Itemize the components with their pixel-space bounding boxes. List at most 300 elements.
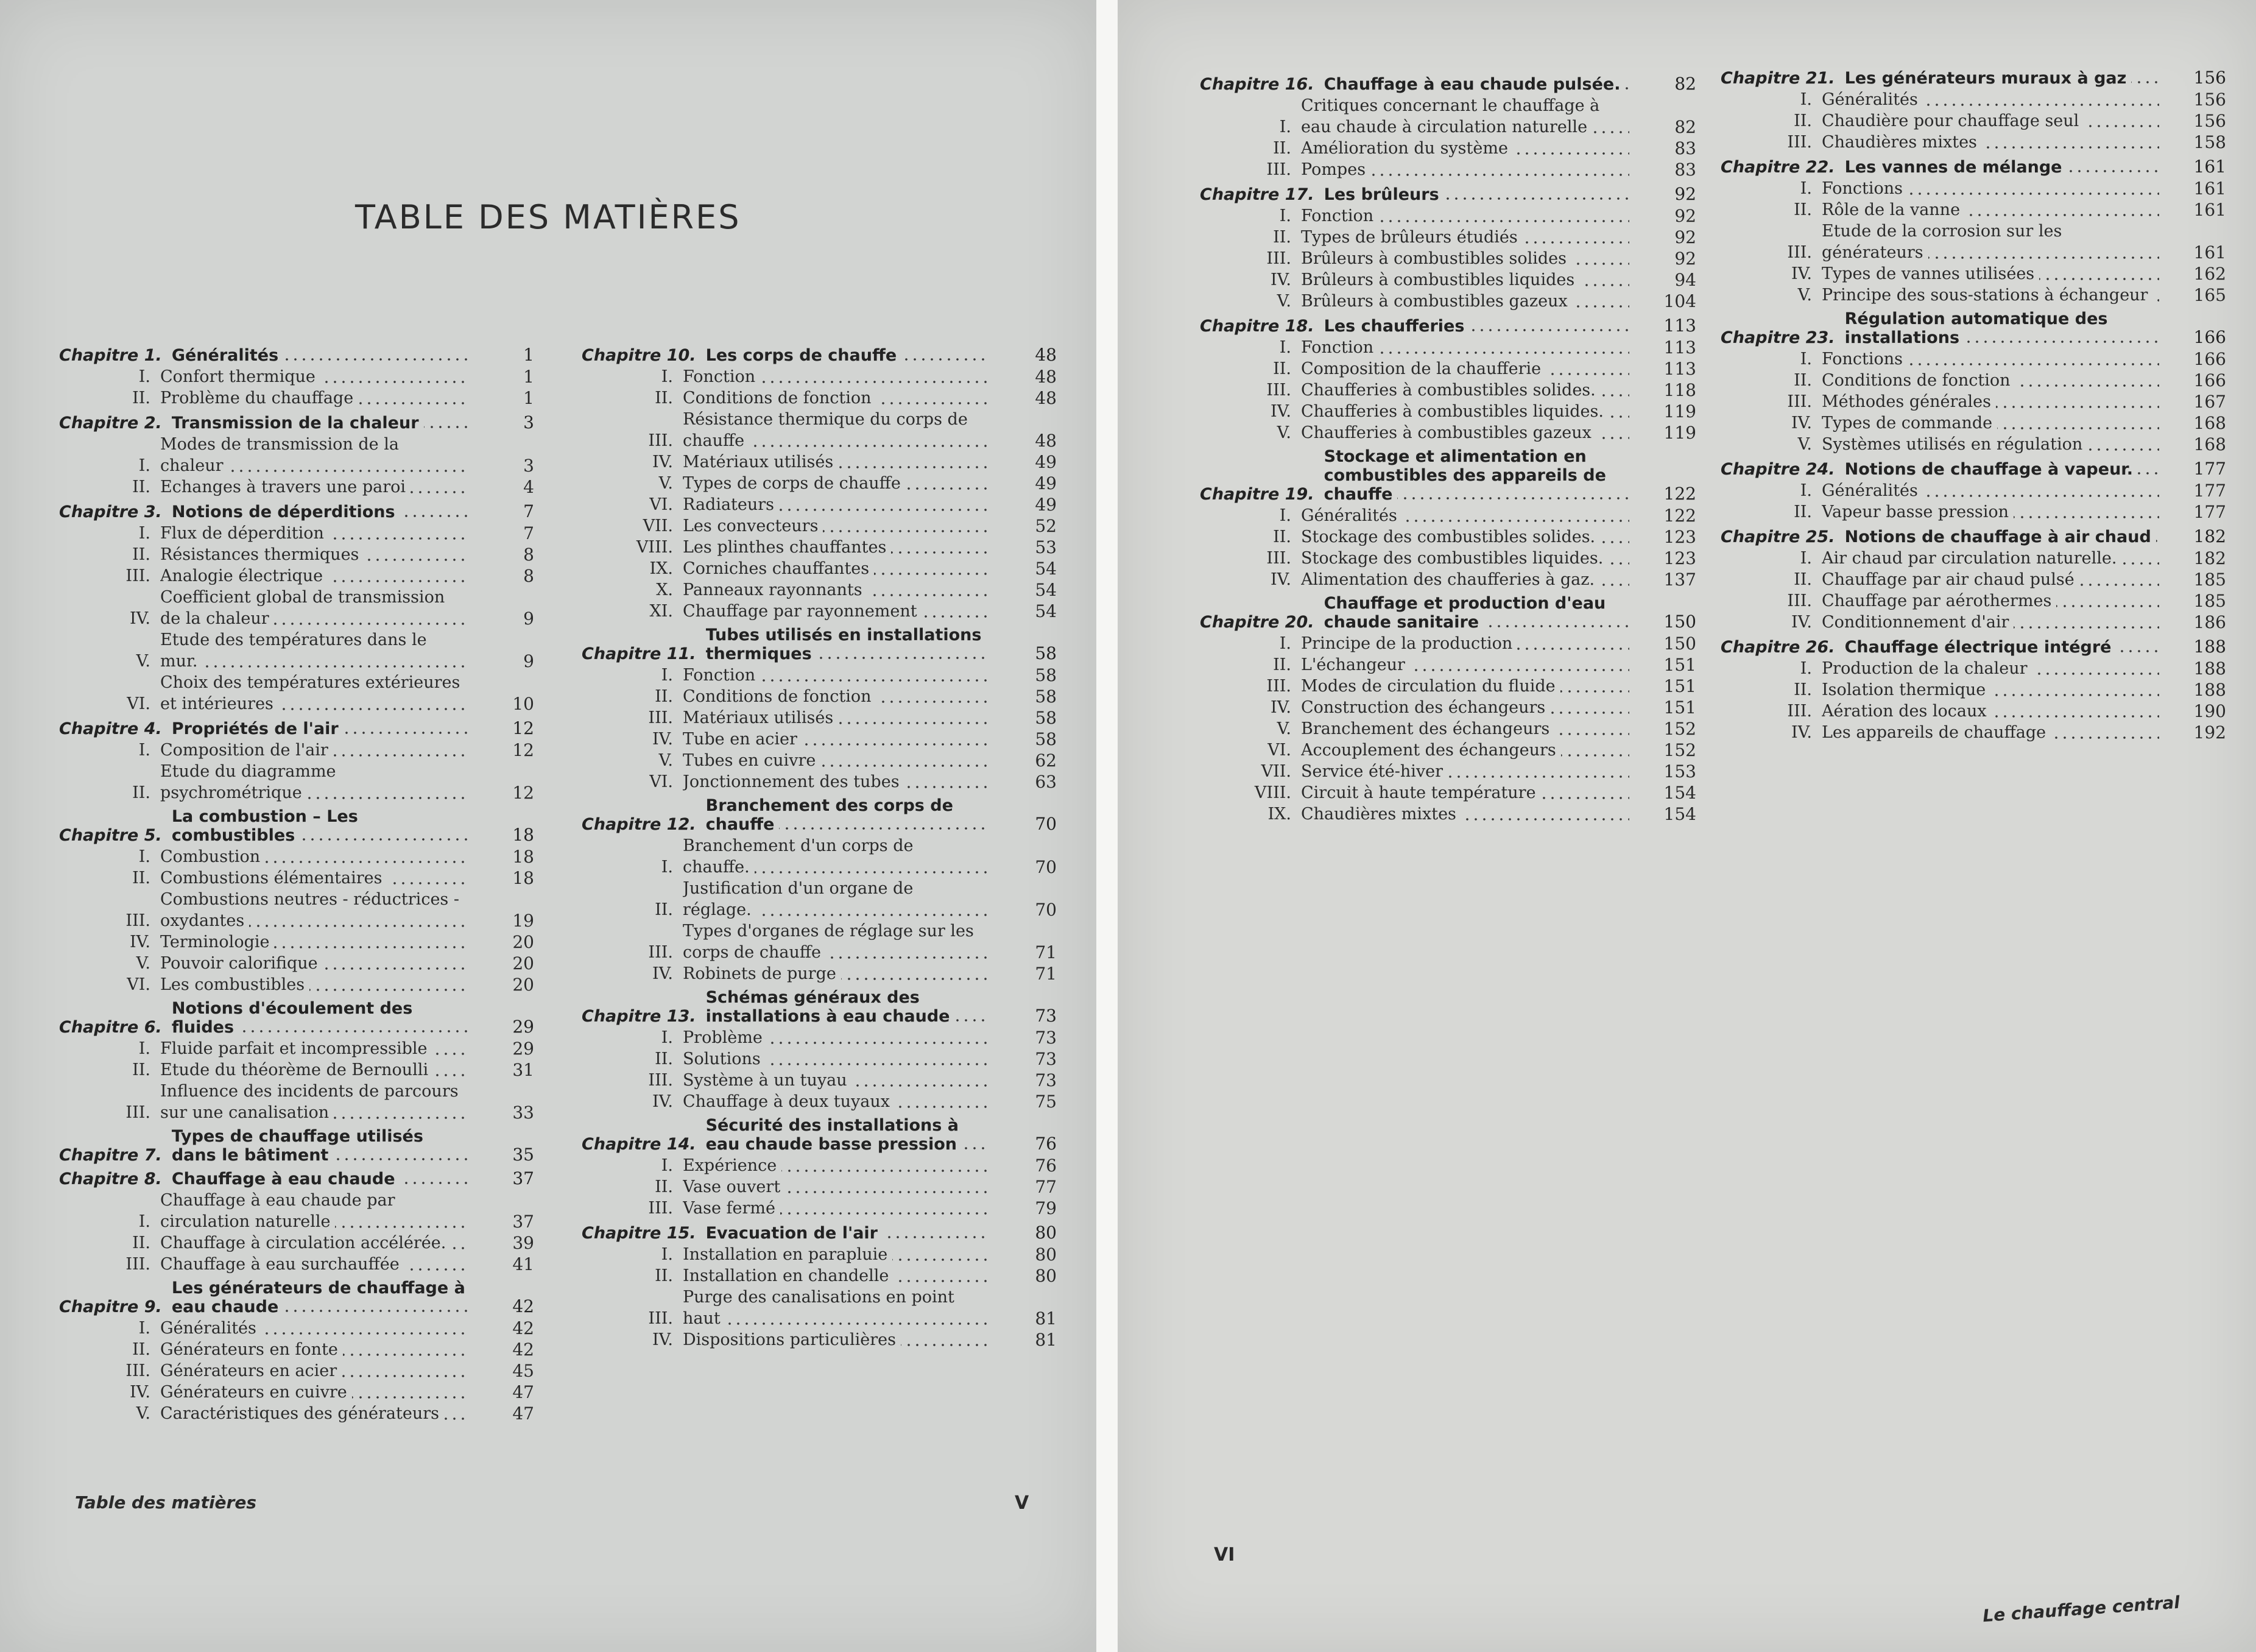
entry-text xyxy=(683,1329,990,1350)
entry-text xyxy=(683,494,990,515)
page-number-ref: 73 xyxy=(1035,1070,1057,1090)
toc-entry xyxy=(582,537,1057,558)
entry-text xyxy=(160,931,467,953)
entry-number: IV. xyxy=(1791,264,1812,283)
page-number-ref: 92 xyxy=(1674,249,1696,269)
entry-number: VIII. xyxy=(1254,783,1291,802)
entry-text-fill: Généralités xyxy=(1301,506,1402,525)
toc-entry xyxy=(59,565,534,587)
entry-text xyxy=(683,1155,990,1176)
entry-text-fill: Chaudières mixtes xyxy=(1822,133,1982,152)
toc-entry xyxy=(582,1244,1057,1265)
chapter-heading xyxy=(1200,316,1696,336)
page-number-ref: 52 xyxy=(1035,516,1057,536)
entry-number: VI. xyxy=(649,495,673,514)
toc-entry xyxy=(1200,569,1696,590)
entry-text xyxy=(160,672,467,715)
entry-text-fill: Chaudières mixtes xyxy=(1301,805,1461,824)
page-number-ref: 177 xyxy=(2193,481,2226,501)
chapter-label: Chapitre 22. xyxy=(1721,158,1835,177)
entry-text-fill: Tubes utilisés en installations thermiques xyxy=(705,626,982,663)
entry-text-fill: Les vannes de mélange xyxy=(1845,158,2067,177)
entry-text-fill: Chaufferies à combustibles solides. xyxy=(1301,381,1601,400)
entry-text-fill: Composition de l'air xyxy=(160,741,333,760)
page-number-ref: 70 xyxy=(1035,814,1057,834)
entry-text xyxy=(683,878,990,920)
entry-number: I. xyxy=(1279,506,1291,525)
entry-text xyxy=(683,729,990,750)
entry-number: I. xyxy=(138,741,150,760)
page-number-ref: 19 xyxy=(512,911,534,931)
entry-number: IV. xyxy=(652,730,673,749)
entry-text-fill: Pouvoir calorifique xyxy=(160,954,323,973)
page-number-ref: 118 xyxy=(1663,380,1696,400)
entry-text xyxy=(1301,761,1629,782)
page-number-ref: 63 xyxy=(1035,772,1057,792)
entry-text-fill: Système à un tuyau xyxy=(683,1071,852,1090)
entry-number: V. xyxy=(658,751,673,770)
chapter-label: Chapitre 16. xyxy=(1200,75,1314,94)
entry-text xyxy=(1301,248,1629,269)
toc-entry xyxy=(1200,740,1696,761)
page-number: V xyxy=(1015,1492,1029,1514)
entry-text xyxy=(683,558,990,579)
page-number-ref: 42 xyxy=(512,1318,534,1338)
entry-text-fill: Combustions neutres - réductrices - oxydantes xyxy=(160,890,459,930)
page-number-ref: 151 xyxy=(1663,655,1696,675)
page-number-ref: 31 xyxy=(512,1060,534,1080)
toc-entry xyxy=(59,1382,534,1403)
toc-entry xyxy=(59,761,534,803)
toc-entry xyxy=(1721,501,2226,523)
entry-number: II. xyxy=(1794,200,1812,219)
entry-text-fill: Sécurité des installations à eau chaude basse pression xyxy=(706,1116,962,1154)
entry-text xyxy=(683,579,990,601)
entry-text-fill: Les plinthes chauffantes xyxy=(683,538,891,557)
entry-text xyxy=(160,587,467,629)
page-number-ref: 156 xyxy=(2193,111,2226,131)
entry-number: II. xyxy=(1273,139,1291,158)
toc-entry xyxy=(582,750,1057,771)
page-number-ref: 83 xyxy=(1674,160,1696,180)
toc-entry xyxy=(1200,401,1696,422)
page-number-ref: 20 xyxy=(512,975,534,995)
entry-text xyxy=(160,1038,467,1059)
chapter-heading xyxy=(582,1116,1057,1154)
entry-text xyxy=(160,629,467,672)
page-number-ref: 168 xyxy=(2193,413,2226,433)
chapter-heading xyxy=(1721,157,2226,177)
entry-text xyxy=(683,387,990,409)
chapter-label: Chapitre 25. xyxy=(1721,528,1835,546)
page-number-ref: 73 xyxy=(1035,1049,1057,1069)
page-number-ref: 81 xyxy=(1035,1308,1057,1329)
toc-entry xyxy=(1721,701,2226,722)
entry-number: I. xyxy=(138,1212,150,1231)
entry-number: IV. xyxy=(129,609,150,628)
entry-text xyxy=(1822,370,2159,391)
entry-number: II. xyxy=(1794,680,1812,699)
entry-text xyxy=(1301,358,1629,379)
entry-text xyxy=(1822,679,2159,701)
page-number-ref: 122 xyxy=(1663,484,1696,504)
entry-number: IV. xyxy=(1270,698,1291,717)
entry-text xyxy=(1822,569,2159,590)
toc-entry xyxy=(582,707,1057,729)
entry-text xyxy=(1301,95,1629,138)
page-number-ref: 3 xyxy=(523,412,534,432)
entry-number: III. xyxy=(1787,702,1812,721)
toc-entry xyxy=(1200,654,1696,676)
entry-text xyxy=(683,1048,990,1070)
chapter-label: Chapitre 26. xyxy=(1721,638,1835,657)
entry-text-fill: Fonctions xyxy=(1822,179,1908,198)
entry-text-fill: Radiateurs xyxy=(683,495,779,514)
entry-number: III. xyxy=(648,431,673,450)
page-number-ref: 185 xyxy=(2193,591,2226,611)
entry-text-fill: Etude de la corrosion sur les générateurs xyxy=(1822,222,2062,262)
entry-text xyxy=(160,846,467,867)
page-number-ref: 76 xyxy=(1035,1134,1057,1154)
chapter-title xyxy=(1324,317,1629,336)
toc-entry xyxy=(59,867,534,889)
entry-text-fill: Notions de chauffage à vapeur. xyxy=(1845,460,2138,479)
entry-text xyxy=(1822,480,2159,501)
chapter-title xyxy=(172,503,467,521)
toc-entry xyxy=(59,1232,534,1254)
entry-text xyxy=(683,920,990,963)
toc-entry xyxy=(1200,633,1696,654)
toc-entry xyxy=(1200,803,1696,825)
chapter-label: Chapitre 21. xyxy=(1721,69,1835,88)
toc-entry xyxy=(582,366,1057,387)
page-number-ref: 80 xyxy=(1035,1223,1057,1243)
entry-number: III. xyxy=(125,1103,150,1122)
toc-entry xyxy=(582,1155,1057,1176)
entry-text xyxy=(1301,569,1629,590)
page-number-ref: 10 xyxy=(512,694,534,714)
entry-text-fill: Généralités xyxy=(1822,481,1923,500)
entry-text-fill: Généralités xyxy=(160,1319,261,1338)
entry-text xyxy=(1822,284,2159,306)
toc-column-3 xyxy=(1200,70,1696,825)
entry-text-fill: Branchement des échangeurs xyxy=(1301,719,1554,738)
entry-text-fill: Terminologie xyxy=(160,933,274,951)
entry-text xyxy=(683,686,990,707)
entry-number: II. xyxy=(1794,371,1812,390)
page-number-ref: 58 xyxy=(1035,643,1057,663)
toc-entry xyxy=(1200,548,1696,569)
entry-text xyxy=(1301,291,1629,312)
page-number-ref: 188 xyxy=(2193,637,2226,657)
chapter-title xyxy=(1845,309,2159,347)
page-number-ref: 4 xyxy=(523,477,534,497)
entry-text-fill: Aération des locaux xyxy=(1822,702,1992,721)
entry-text-fill: Combustion xyxy=(160,847,265,866)
toc-entry xyxy=(1721,412,2226,434)
page-number-ref: 182 xyxy=(2193,548,2226,568)
entry-text xyxy=(1301,337,1629,358)
chapter-label: Chapitre 17. xyxy=(1200,185,1314,204)
page-number-ref: 161 xyxy=(2193,242,2226,263)
chapter-title xyxy=(172,414,467,432)
toc-entry xyxy=(59,1081,534,1123)
entry-text xyxy=(683,601,990,622)
page-number-ref: 177 xyxy=(2193,502,2226,522)
entry-text-fill: Tube en acier xyxy=(683,730,802,749)
entry-number: V. xyxy=(136,1404,150,1423)
entry-number: II. xyxy=(132,545,150,564)
toc-entry xyxy=(582,920,1057,963)
entry-text xyxy=(160,761,467,803)
entry-text-fill: L'échangeur xyxy=(1301,655,1410,674)
entry-text-fill: Les corps de chauffe xyxy=(706,346,902,365)
entry-text xyxy=(683,1265,990,1287)
chapter-title xyxy=(172,999,467,1037)
toc-entry xyxy=(1721,569,2226,590)
toc-entry xyxy=(59,1403,534,1424)
entry-text-fill: Chauffage à eau surchauffée xyxy=(160,1255,404,1274)
entry-text xyxy=(1822,412,2159,434)
page-number-ref: 188 xyxy=(2193,680,2226,700)
entry-number: VII. xyxy=(1261,762,1291,781)
chapter-label: Chapitre 1. xyxy=(59,346,162,365)
toc-entry xyxy=(1721,221,2226,263)
chapter-heading xyxy=(59,412,534,432)
entry-text xyxy=(1822,348,2159,370)
page-number-ref: 82 xyxy=(1674,117,1696,137)
entry-text-fill: Principe des sous-stations à échangeur xyxy=(1822,286,2152,305)
entry-text xyxy=(1301,401,1629,422)
entry-text xyxy=(1301,269,1629,291)
toc-entry xyxy=(1200,138,1696,159)
page-number-ref: 12 xyxy=(512,718,534,738)
entry-text-fill: Circuit à haute température xyxy=(1301,783,1541,802)
entry-number: III. xyxy=(648,1199,673,1218)
page-number-ref: 166 xyxy=(2193,370,2226,390)
entry-text-fill: Fonction xyxy=(683,666,760,685)
toc-entry xyxy=(1200,227,1696,248)
toc-entry xyxy=(1200,337,1696,358)
entry-text xyxy=(683,366,990,387)
toc-entry xyxy=(59,1038,534,1059)
toc-entry xyxy=(1721,679,2226,701)
toc-entry xyxy=(1721,612,2226,633)
entry-number: II. xyxy=(655,1050,673,1068)
entry-text xyxy=(683,1287,990,1329)
entry-number: II. xyxy=(655,1266,673,1285)
entry-text xyxy=(683,835,990,878)
chapter-title xyxy=(706,626,990,663)
toc-entry xyxy=(1200,291,1696,312)
page-number-ref: 123 xyxy=(1663,527,1696,547)
entry-text-fill: Types de corps de chauffe xyxy=(683,474,906,493)
chapter-label: Chapitre 13. xyxy=(582,1007,696,1026)
toc-entry xyxy=(1200,205,1696,227)
page-number-ref: 58 xyxy=(1035,708,1057,728)
page-number-ref: 58 xyxy=(1035,687,1057,707)
entry-text xyxy=(1822,89,2159,110)
page-number-ref: 186 xyxy=(2193,612,2226,632)
toc-column-4 xyxy=(1721,64,2226,743)
toc-entry xyxy=(59,366,534,387)
entry-text-fill: Amélioration du système xyxy=(1301,139,1513,158)
entry-text-fill: Corniches chauffantes xyxy=(683,559,874,578)
page-number-ref: 94 xyxy=(1674,270,1696,290)
entry-text xyxy=(160,434,467,476)
page-number-ref: 18 xyxy=(512,847,534,867)
chapter-title xyxy=(1845,638,2159,657)
entry-text-fill: Chaudière pour chauffage seul xyxy=(1822,111,2084,130)
entry-number: III. xyxy=(1266,160,1291,179)
chapter-label: Chapitre 14. xyxy=(582,1135,696,1154)
entry-number: IV. xyxy=(129,1383,150,1402)
entry-number: I. xyxy=(661,666,673,685)
entry-text-fill: Les générateurs muraux à gaz xyxy=(1845,69,2132,88)
entry-number: II. xyxy=(1273,528,1291,546)
page-number-ref: 154 xyxy=(1663,783,1696,803)
chapter-label: Chapitre 11. xyxy=(582,644,696,663)
entry-text xyxy=(683,515,990,537)
entry-number: IV. xyxy=(652,964,673,983)
entry-text xyxy=(1822,263,2159,284)
toc-entry xyxy=(1200,761,1696,782)
chapter-heading xyxy=(1200,184,1696,204)
page-number-ref: 166 xyxy=(2193,349,2226,369)
entry-text-fill: Générateurs en cuivre xyxy=(160,1383,352,1402)
page-number-ref: 80 xyxy=(1035,1266,1057,1286)
entry-text xyxy=(160,1190,467,1232)
entry-text-fill: Service été-hiver xyxy=(1301,762,1448,781)
toc-entry xyxy=(59,1190,534,1232)
page-number-ref: 33 xyxy=(512,1103,534,1123)
toc-entry xyxy=(582,387,1057,409)
entry-text-fill: Stockage des combustibles solides. xyxy=(1301,528,1600,546)
entry-number: VI. xyxy=(649,772,673,791)
chapter-label: Chapitre 24. xyxy=(1721,460,1835,479)
entry-text-fill: Les chaufferies xyxy=(1324,317,1470,336)
page-footer: Le chauffage central xyxy=(1982,1592,2180,1626)
entry-text xyxy=(683,707,990,729)
entry-number: I. xyxy=(661,1028,673,1047)
entry-text xyxy=(1822,701,2159,722)
entry-number: II. xyxy=(1273,359,1291,378)
page-number-ref: 156 xyxy=(2193,90,2226,110)
toc-entry xyxy=(1200,248,1696,269)
entry-number: I. xyxy=(138,1039,150,1058)
page-number-ref: 37 xyxy=(512,1212,534,1232)
page-number-ref: 154 xyxy=(1663,804,1696,824)
toc-entry xyxy=(59,434,534,476)
entry-number: III. xyxy=(648,1071,673,1090)
entry-text xyxy=(160,740,467,761)
chapter-heading xyxy=(582,345,1057,365)
chapter-label: Chapitre 5. xyxy=(59,826,162,845)
chapter-heading xyxy=(59,999,534,1037)
page-number-ref: 188 xyxy=(2193,658,2226,679)
entry-number: I. xyxy=(661,1245,673,1264)
entry-number: IV. xyxy=(1270,402,1291,421)
entry-number: III. xyxy=(1266,381,1291,400)
entry-number: III. xyxy=(125,1361,150,1380)
entry-number: VI. xyxy=(1267,741,1291,760)
page-number-ref: 49 xyxy=(1035,452,1057,472)
page-number-ref: 1 xyxy=(523,367,534,387)
page-number-ref: 152 xyxy=(1663,740,1696,760)
entry-text-fill: Notions d'écoulement des fluides xyxy=(171,999,413,1037)
entry-number: III. xyxy=(1787,133,1812,152)
entry-text-fill: Coefficient global de transmission de la chaleur xyxy=(160,588,445,628)
entry-text-fill: Les brûleurs xyxy=(1324,185,1444,204)
entry-text-fill: Chauffage par aérothermes xyxy=(1822,591,2056,610)
entry-number: IV. xyxy=(129,933,150,951)
entry-text xyxy=(1822,590,2159,612)
toc-entry xyxy=(582,1198,1057,1219)
page-number: VI xyxy=(1214,1544,1235,1566)
entry-number: III. xyxy=(125,1255,150,1274)
entry-text-fill: Conditions de fonction xyxy=(683,687,876,706)
page-number-ref: 182 xyxy=(2193,526,2226,546)
entry-number: I. xyxy=(1279,634,1291,653)
toc-entry xyxy=(59,953,534,974)
toc-entry xyxy=(59,629,534,672)
entry-text-fill: Problème xyxy=(683,1028,767,1047)
chapter-label: Chapitre 15. xyxy=(582,1224,696,1243)
chapter-label: Chapitre 20. xyxy=(1200,613,1314,632)
page-number-ref: 48 xyxy=(1035,345,1057,365)
chapter-title xyxy=(172,719,467,738)
toc-entry xyxy=(582,686,1057,707)
toc-entry xyxy=(1721,722,2226,743)
page-number-ref: 153 xyxy=(1663,761,1696,782)
entry-text xyxy=(683,473,990,494)
entry-text-fill: Problème du chauffage xyxy=(160,389,358,408)
entry-text xyxy=(160,1339,467,1360)
entry-text-fill: Conditionnement d'air xyxy=(1822,613,2014,632)
page-number-ref: 41 xyxy=(512,1254,534,1274)
entry-number: II. xyxy=(132,869,150,888)
chapter-heading xyxy=(582,988,1057,1026)
entry-number: IV. xyxy=(1791,414,1812,432)
chapter-heading xyxy=(1721,68,2226,88)
page-number-ref: 151 xyxy=(1663,676,1696,696)
page-number-ref: 7 xyxy=(523,523,534,543)
entry-text xyxy=(160,366,467,387)
chapter-heading xyxy=(59,345,534,365)
entry-text-fill: Chauffage à eau chaude xyxy=(172,1170,400,1188)
entry-text-fill: Air chaud par circulation naturelle. xyxy=(1822,549,2121,568)
chapter-heading xyxy=(1721,526,2226,546)
entry-text-fill: Vase fermé xyxy=(683,1199,780,1218)
entry-number: VI. xyxy=(127,975,150,994)
entry-number: II. xyxy=(655,900,673,919)
page-number-ref: 70 xyxy=(1035,900,1057,920)
entry-number: I. xyxy=(1279,338,1291,357)
entry-number: III. xyxy=(125,911,150,930)
page-number-ref: 42 xyxy=(512,1296,534,1316)
chapter-title xyxy=(172,1279,467,1316)
entry-text-fill: Conditions de fonction xyxy=(683,389,876,408)
chapter-title xyxy=(706,346,990,365)
entry-text xyxy=(160,1382,467,1403)
chapter-heading xyxy=(582,796,1057,834)
page-number-ref: 75 xyxy=(1035,1092,1057,1112)
entry-text-fill: Types de chauffage utilisés dans le bâtiment xyxy=(171,1127,423,1165)
entry-text xyxy=(160,523,467,544)
entry-number: III. xyxy=(1787,591,1812,610)
entry-text-fill: Dispositions particulières xyxy=(683,1330,901,1349)
entry-text-fill: Composition de la chaufferie xyxy=(1301,359,1546,378)
